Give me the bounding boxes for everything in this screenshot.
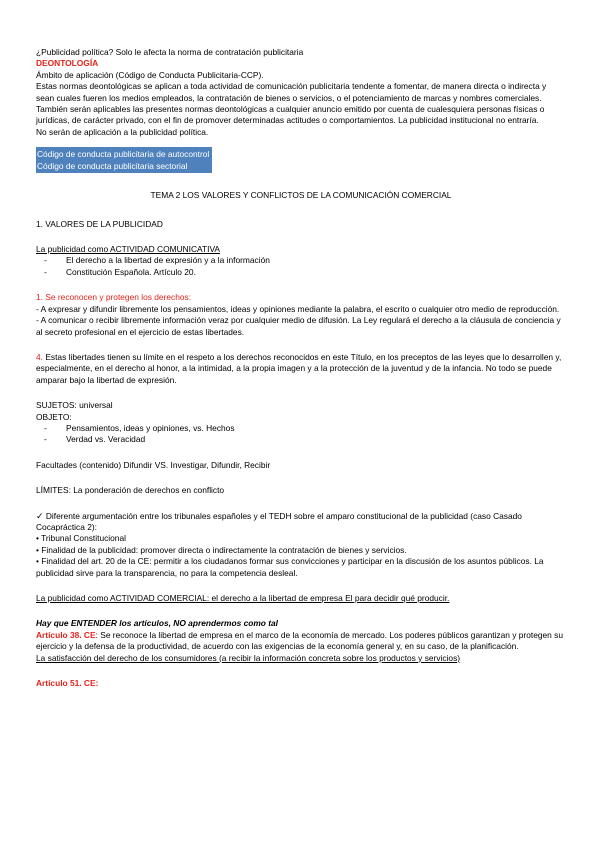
- actividad-comercial-heading: La publicidad como ACTIVIDAD COMERCIAL: el derecho a la libertad de empresa El para decidir qué producir.: [36, 593, 450, 603]
- limite-paragraph: [36, 352, 566, 386]
- codes-line-2: Código de conducta publicitaria sectorial: [37, 161, 188, 172]
- list-item: [36, 423, 566, 434]
- sujetos-line: SUJETOS: universal: [36, 400, 113, 411]
- list-item: [36, 255, 566, 266]
- argumentacion-line: [36, 511, 566, 534]
- dash-marker: -: [44, 422, 47, 433]
- deontologia-heading: DEONTOLOGÍA: [36, 58, 99, 69]
- list-item-text: Verdad vs. Veracidad: [66, 434, 146, 445]
- facultades-line: Facultades (contenido) Difundir VS. Investigar, Difundir, Recibir: [36, 459, 271, 470]
- list-item: [36, 267, 566, 278]
- codes-line-1: Código de conducta publicitaria de autocontrol: [37, 149, 210, 160]
- limite-number: 4.: [36, 351, 43, 362]
- entender-note: Hay que ENTENDER los artículos, NO aprendermos como tal: [36, 618, 278, 629]
- art38-text: : Se reconoce la libertad de empresa en el marco de la economía de mercado. Los poderes públicos garantizan y protegen su ejercicio y la defensa de la productividad, de acuerdo con las exigencias de la economía general y, en su caso, de la planificación.: [36, 629, 563, 652]
- derechos-heading: 1. Se reconocen y protegen los derechos:: [36, 292, 192, 303]
- derechos-a: - A expresar y difundir libremente los pensamientos, ideas y opiniones mediante la palabra, el escrito o cualquier otro medio de reproducción.: [36, 303, 560, 314]
- dash-marker: -: [44, 434, 47, 445]
- list-item: [36, 434, 566, 445]
- argumentacion-item: • Tribunal Constitucional: [36, 533, 126, 544]
- tambien-paragraph: También serán aplicables las presentes normas deontológicas a cualquier anuncio emitido por cuenta de cualesquiera personas físicas o jurídicas, de carácter privado, con el fin de promover determinadas actitudes o comportamientos. La publicidad institucional no entraría.: [36, 104, 545, 126]
- section1-title: 1. VALORES DE LA PUBLICIDAD: [36, 218, 163, 229]
- codes-highlight-box: [36, 147, 212, 173]
- dash-marker: -: [44, 266, 47, 277]
- limite-text: Estas libertades tienen su límite en el respeto a los derechos reconocidos en este Título, en los preceptos de las leyes que lo desarrollen y, especialmente, en el derecho al honor, a la intimidad, a la propia imagen y a la protección de la juventud y de la infancia. No todo se puede amparar bajo la libertad de expresión.: [36, 351, 562, 385]
- limites-line: LÍMITES: La ponderación de derechos en conflicto: [36, 485, 225, 496]
- art38-label: Artículo 38. CE: [36, 629, 96, 640]
- objeto-line: OBJETO:: [36, 411, 72, 422]
- no-seran-line: No serán de aplicación a la publicidad política.: [36, 126, 209, 137]
- argumentacion-item: • Finalidad de la publicidad: promover directa o indirectamente la contratación de bienes y servicios.: [36, 544, 407, 555]
- dash-marker: -: [44, 255, 47, 266]
- list-item-text: Constitución Española. Artículo 20.: [66, 266, 196, 277]
- actividad-comunicativa-heading: La publicidad como ACTIVIDAD COMUNICATIVA: [36, 244, 220, 255]
- tema-title: TEMA 2 LOS VALORES Y CONFLICTOS DE LA COMUNICACIÓN COMERCIAL: [150, 190, 452, 201]
- check-icon: ✓: [36, 510, 44, 521]
- list-item-text: Pensamientos, ideas y opiniones, vs. Hechos: [66, 422, 235, 433]
- intro-question: ¿Publicidad política? Solo le afecta la norma de contratación publicitaria: [36, 47, 304, 57]
- estas-normas-paragraph: Estas normas deontológicas se aplican a toda actividad de comunicación publicitaria tendente a fomentar, de manera directa o indirecta y sean cuales fueren los medios empleados, la contratación de bienes o servicios, o el potenciamiento de marcas y nombres comerciales.: [36, 81, 547, 103]
- derechos-d: - A comunicar o recibir libremente información veraz por cualquier medio de difusión. La Ley regulará el derecho a la cláusula de conciencia y al secreto profesional en el ejercicio de estas libertades.: [36, 315, 561, 337]
- argumentacion-item: • Finalidad del art. 20 de la CE: permitir a los ciudadanos formar sus convicciones y participar en la discusión de los asuntos públicos. La publicidad sirve para la transparencia, no para la competencia desleal.: [36, 556, 544, 578]
- list-item-text: El derecho a la libertad de expresión y a la información: [66, 255, 270, 266]
- art51-label: Artículo 51. CE:: [36, 678, 99, 689]
- ambito-line: Ámbito de aplicación (Código de Conducta Publicitaria-CCP).: [36, 69, 264, 80]
- satisfaccion-line: La satisfacción del derecho de los consumidores (a recibir la información concreta sobre los productos y servicios): [36, 652, 461, 663]
- art38-paragraph: [36, 630, 566, 653]
- argumentacion-text: Diferente argumentación entre los tribunales españoles y el TEDH sobre el amparo constitucional de la publicidad (caso Casado Cocapráctica 2):: [36, 510, 522, 532]
